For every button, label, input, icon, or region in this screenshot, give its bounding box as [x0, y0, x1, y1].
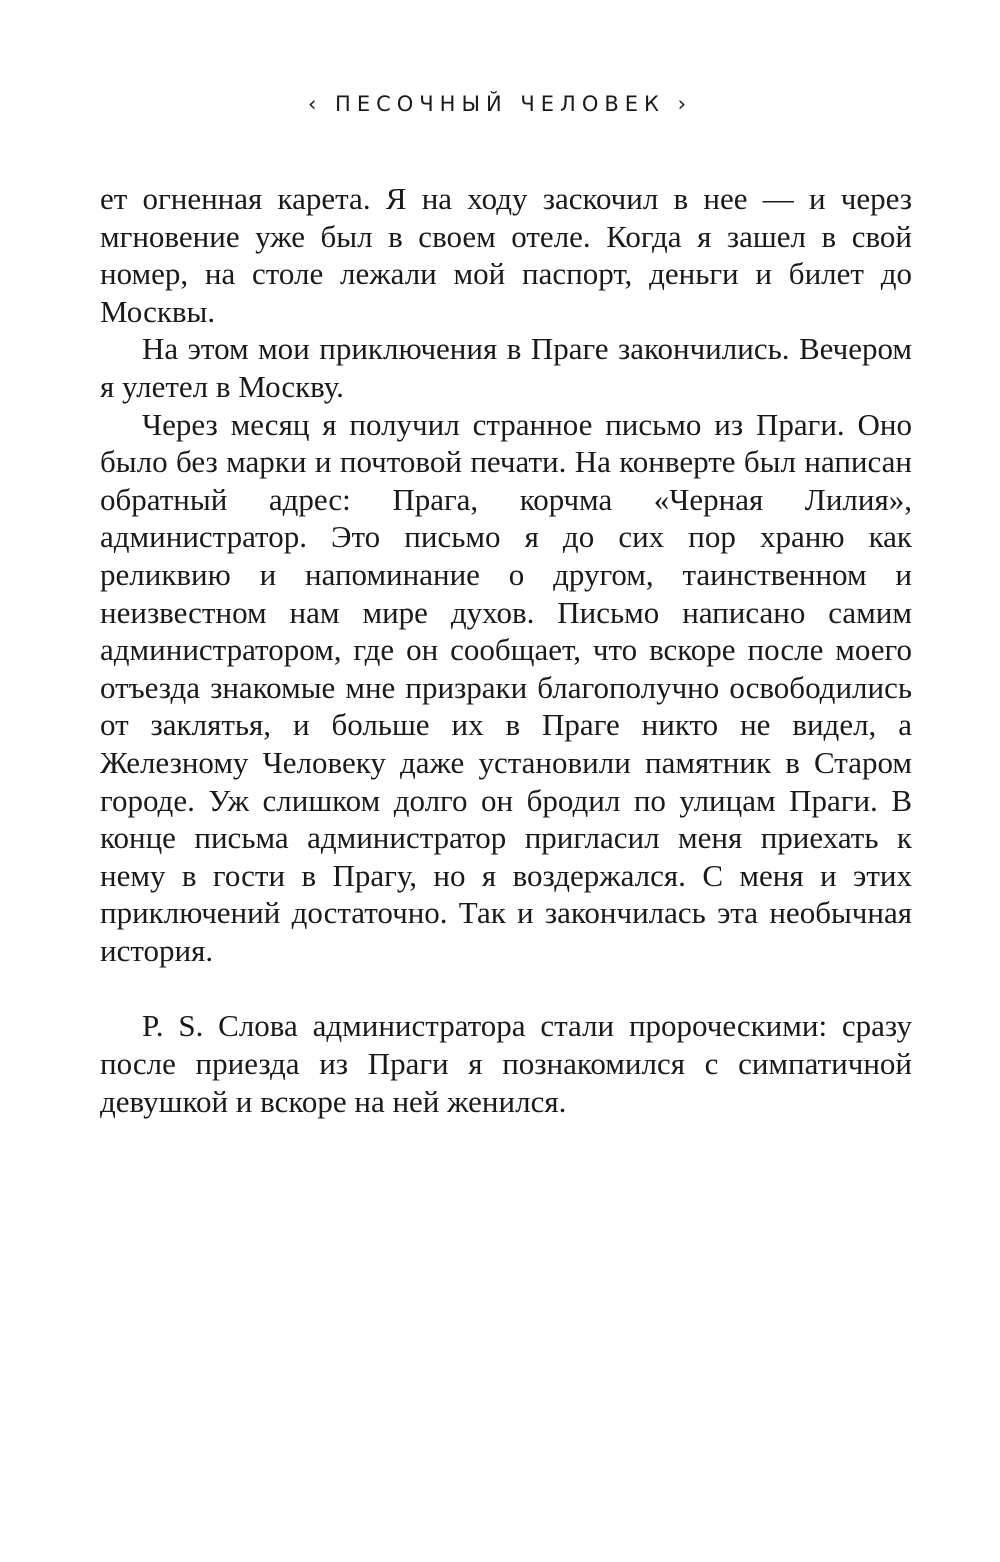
- paragraph-continuation: ет огненная карета. Я на ходу заскочил в нее — и через мгновение уже был в своем отеле. Когда я зашел в свой номер, на столе лежали мой паспорт, деньги и билет до Москвы.: [100, 181, 912, 329]
- paragraph-letter: Через месяц я получил странное письмо из Праги. Оно было без марки и почтовой печати. На конверте был написан обратный адрес: Прага, корчма «Черная Лилия», администратор. Это письмо я до сих пор храню как реликвию и напоминание о другом, таинственном и неизвестном нам мире духов. Письмо написано самим администратором, где он сообщает, что вскоре после моего отъезда знакомые мне призраки благополучно освободились от заклятья, и больше их в Праге никто не видел, а Железному Человеку даже установили памятник в Старом городе. Уж слишком долго он бродил по улицам Праги. В конце письма администратор пригласил меня приехать к нему в гости в Прагу, но я воздержался. С меня и этих приключений достаточно. Так и закончилась эта необычная история.: [100, 406, 912, 968]
- paragraph-prague-end: На этом мои приключения в Праге закончились. Вечером я улетел в Москву.: [100, 331, 912, 404]
- running-header: ‹ ПЕСОЧНЫЙ ЧЕЛОВЕК ›: [307, 92, 693, 116]
- postscript: P. S. Слова администратора стали пророческими: сразу после приезда из Праги я познакомился с симпатичной девушкой и вскоре на ней женился.: [100, 1008, 912, 1119]
- body-text: [100, 180, 912, 1120]
